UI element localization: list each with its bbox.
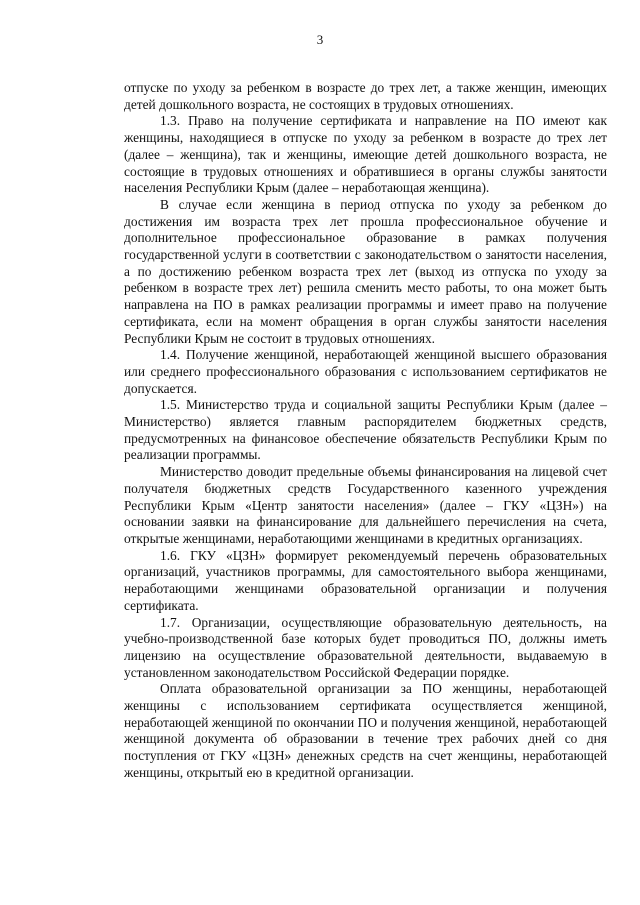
paragraph-1-7-payment: Оплата образовательной организации за ПО женщины, неработающей женщины с использованием сертификата осуществляется женщиной, неработающей женщиной по окончании ПО и получения женщиной, неработающей женщиной документа об образовании в течение трех рабочих дней со дня поступления от ГКУ «ЦЗН» денежных средств на счет женщины, неработающей женщины, открытый ею в кредитной организации.	[124, 681, 607, 780]
document-body	[124, 80, 607, 782]
paragraph-continuation: отпуске по уходу за ребенком в возрасте до трех лет, а также женщин, имеющих детей дошкольного возраста, не состоящих в трудовых отношениях.	[124, 80, 607, 112]
page-number: 3	[316, 32, 324, 47]
paragraph-1-7: 1.7. Организации, осуществляющие образовательную деятельность, на учебно-производственной базе которых будет проводиться ПО, должны иметь лицензию на осуществление образовательной деятельности, выдаваемую в установленном законодательством Российской Федерации порядке.	[124, 614, 607, 680]
paragraph-1-5-ministry: Министерство доводит предельные объемы финансирования на лицевой счет получателя бюджетных средств Государственного казенного учреждения Республики Крым «Центр занятости населения» (далее – ГКУ «ЦЗН») на основании заявки на финансирование для дальнейшего перечисления на счета, открытые женщинами, неработающими женщинами в кредитных организациях.	[124, 464, 607, 546]
paragraph-1-6: 1.6. ГКУ «ЦЗН» формирует рекомендуемый перечень образовательных организаций, участников программы, для самостоятельного выбора женщинами, неработающими женщинами образовательной организации и получения сертификата.	[124, 547, 607, 613]
paragraph-1-3: 1.3. Право на получение сертификата и направление на ПО имеют как женщины, находящиеся в отпуске по уходу за ребенком в возрасте до трех лет (далее – женщина), так и женщины, имеющие детей дошкольного возраста, не состоящие в трудовых отношениях и обратившиеся в органы службы занятости населения Республики Крым (далее – неработающая женщина).	[124, 113, 607, 196]
paragraph-1-4: 1.4. Получение женщиной, неработающей женщиной высшего образования или среднего профессионального образования с использованием сертификатов не допускается.	[124, 347, 607, 396]
paragraph-1-5: 1.5. Министерство труда и социальной защиты Республики Крым (далее – Министерство) является главным распорядителем бюджетных средств, предусмотренных на финансовое обеспечение обязательств Республики Крым по реализации программы.	[124, 397, 607, 463]
paragraph-1-3-case: В случае если женщина в период отпуска по уходу за ребенком до достижения им возраста трех лет прошла профессиональное обучение и дополнительное профессиональное образование в рамках получения государственной услуги в соответствии с законодательством о занятости населения, а по достижению ребенком возраста трех лет (выход из отпуска по уходу за ребенком в возрасте трех лет) решила сменить место работы, то она может быть направлена на ПО в рамках реализации программы и имеет право на получение сертификата, если на момент обращения в орган службы занятости населения Республики Крым не состоит в трудовых отношениях.	[124, 196, 607, 346]
